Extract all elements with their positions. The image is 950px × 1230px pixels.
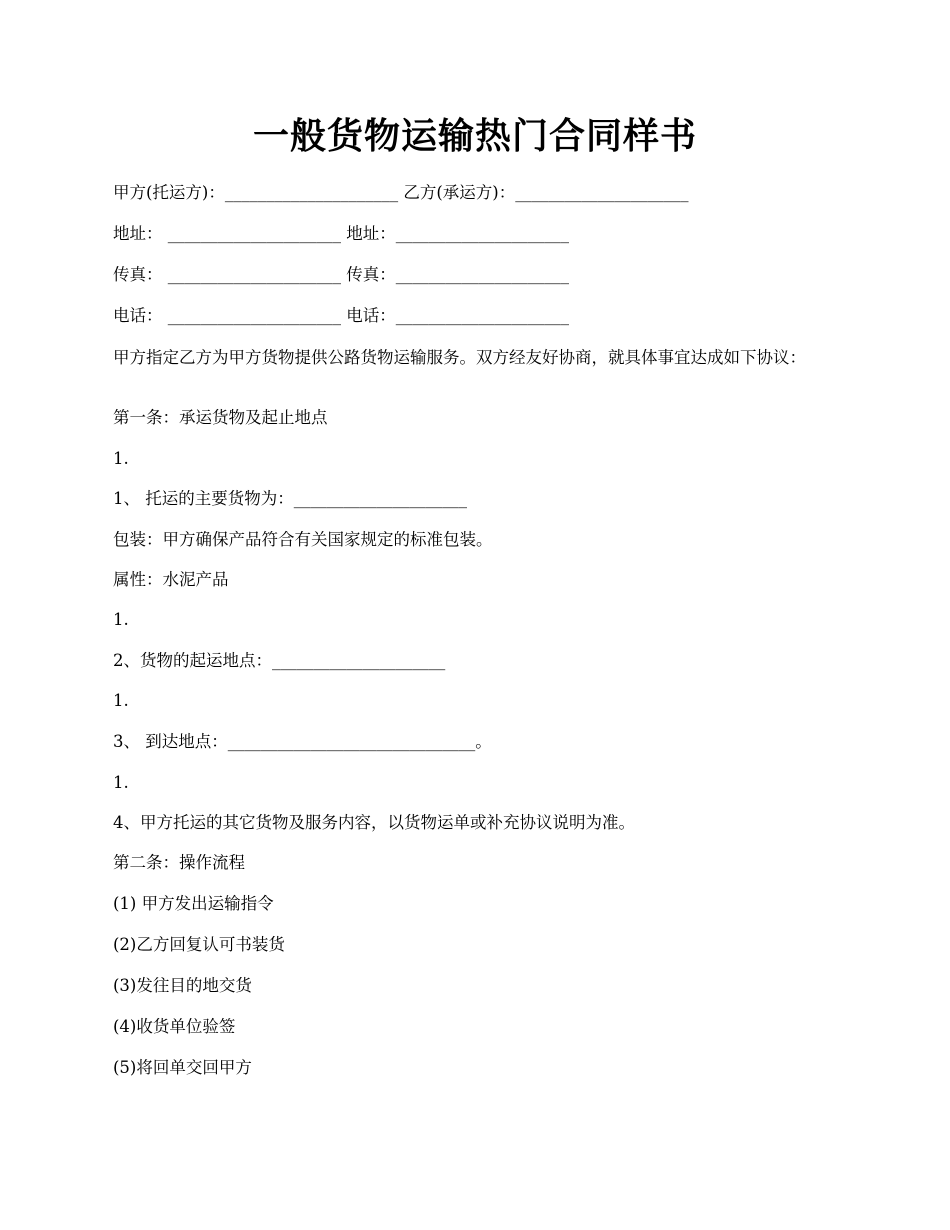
clause-origin: 2、货物的起运地点：_____________________ — [113, 651, 446, 670]
clause-destination: 3、 到达地点：______________________________。 — [113, 732, 492, 751]
list-marker: 1. — [113, 610, 129, 629]
step-item: (2)乙方回复认可书装货 — [113, 935, 285, 954]
party-row-address: 地址： _____________________ 地址：_____________________ — [113, 224, 569, 243]
step-item: (1) 甲方发出运输指令 — [113, 894, 274, 913]
clause-other-goods: 4、甲方托运的其它货物及服务内容，以货物运单或补充协议说明为准。 — [113, 813, 635, 832]
clause-attribute: 属性：水泥产品 — [113, 570, 229, 589]
step-item: (5)将回单交回甲方 — [113, 1058, 252, 1077]
list-marker: 1. — [113, 449, 129, 468]
article-2-heading: 第二条：操作流程 — [113, 853, 245, 872]
party-row-names: 甲方(托运方)：_____________________ 乙方(承运方)：_____________________ — [113, 183, 689, 202]
list-marker: 1. — [113, 773, 129, 792]
step-item: (4)收货单位验签 — [113, 1017, 236, 1036]
list-marker: 1. — [113, 691, 129, 710]
party-row-fax: 传真： _____________________ 传真：_____________________ — [113, 265, 569, 284]
document-title: 一般货物运输热门合同样书 — [252, 115, 697, 157]
article-1-heading: 第一条：承运货物及起止地点 — [113, 408, 328, 427]
party-row-phone: 电话： _____________________ 电话：_____________________ — [113, 306, 569, 325]
intro-paragraph: 甲方指定乙方为甲方货物提供公路货物运输服务。双方经友好协商，就具体事宜达成如下协议： — [113, 348, 806, 367]
clause-packaging: 包装：甲方确保产品符合有关国家规定的标准包装。 — [113, 530, 493, 549]
clause-goods: 1、 托运的主要货物为：_____________________ — [113, 489, 467, 508]
step-item: (3)发往目的地交货 — [113, 976, 252, 995]
